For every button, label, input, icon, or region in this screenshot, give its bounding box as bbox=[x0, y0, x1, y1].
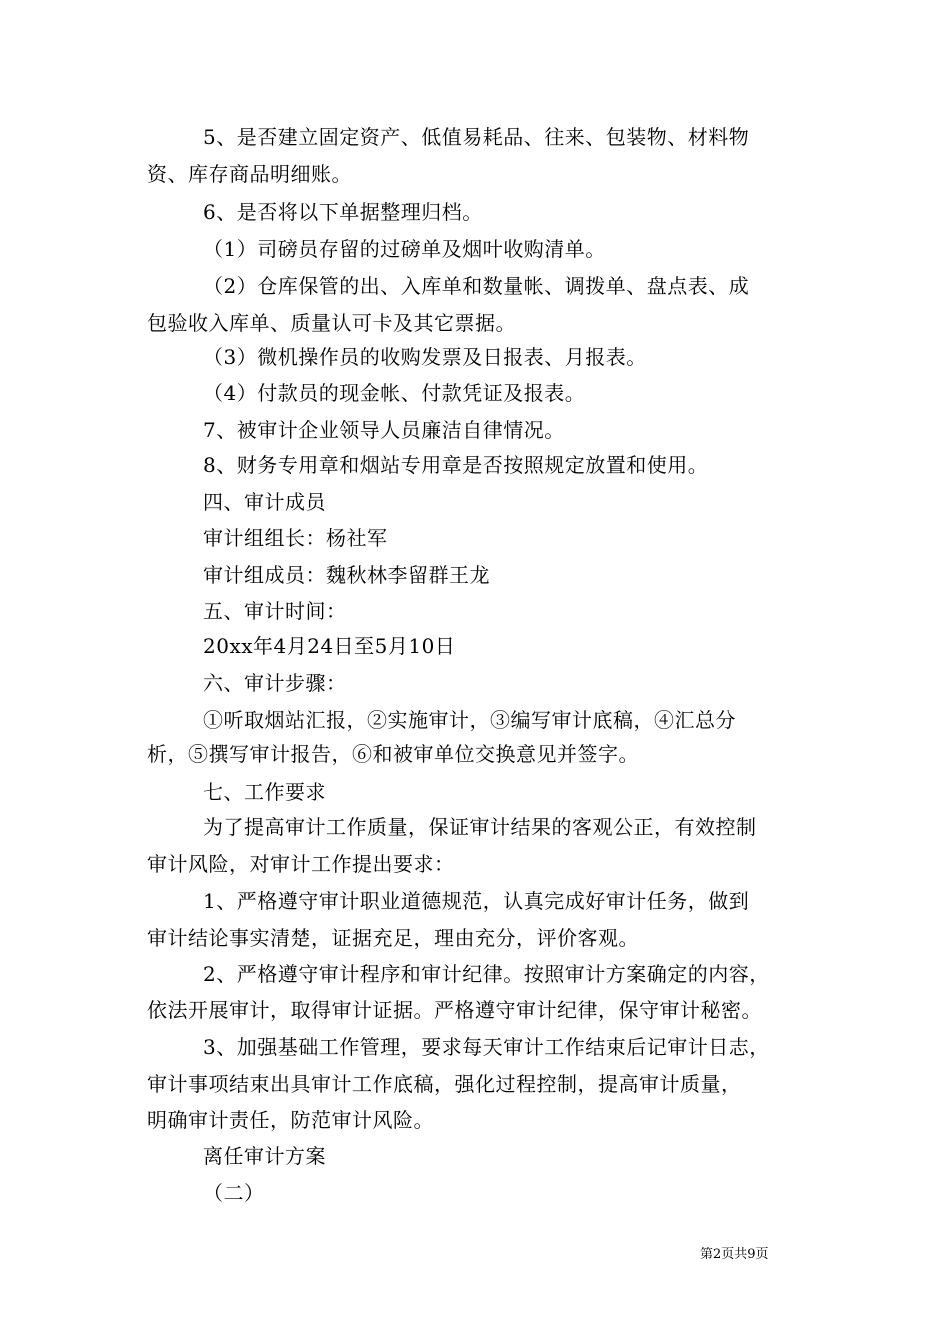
text-line: 8、财务专用章和烟站专用章是否按照规定放置和使用。 bbox=[203, 453, 709, 477]
text-line: 资、库存商品明细账。 bbox=[147, 162, 352, 186]
text-line: （3）微机操作员的收购发票及日报表、月报表。 bbox=[203, 345, 647, 369]
text-line: 审计风险，对审计工作提出要求： bbox=[147, 852, 455, 876]
text-line: （二） bbox=[203, 1181, 265, 1205]
text-line: 3、加强基础工作管理，要求每天审计工作结束后记审计日志， bbox=[203, 1035, 770, 1059]
text-line: ①听取烟站汇报，②实施审计，③编写审计底稿，④汇总分 bbox=[203, 708, 736, 732]
text-line: 2、严格遵守审计程序和审计纪律。按照审计方案确定的内容， bbox=[203, 962, 770, 986]
text-line: 审计事项结束出具审计工作底稿，强化过程控制，提高审计质量， bbox=[147, 1072, 742, 1096]
text-line: 20xx年4月24日至5月10日 bbox=[203, 634, 456, 658]
text-line: 1、严格遵守审计职业道德规范，认真完成好审计任务，做到 bbox=[203, 889, 750, 913]
text-line: 审计组成员：魏秋林李留群王龙 bbox=[203, 563, 490, 587]
text-line: 为了提高审计工作质量，保证审计结果的客观公正，有效控制 bbox=[203, 815, 757, 839]
text-line: 7、被审计企业领导人员廉洁自律情况。 bbox=[203, 418, 565, 442]
text-line: 依法开展审计，取得审计证据。严格遵守审计纪律，保守审计秘密。 bbox=[147, 998, 762, 1022]
text-line: （1）司磅员存留的过磅单及烟叶收购清单。 bbox=[203, 237, 606, 261]
section-heading: 离任审计方案 bbox=[203, 1144, 326, 1168]
text-line: 审计组组长：杨社军 bbox=[203, 526, 388, 550]
section-heading: 六、审计步骤： bbox=[203, 671, 347, 695]
text-line: 包验收入库单、质量认可卡及其它票据。 bbox=[147, 311, 516, 335]
section-heading: 五、审计时间： bbox=[203, 599, 347, 623]
section-heading: 四、审计成员 bbox=[203, 490, 326, 514]
text-line: （4）付款员的现金帐、付款凭证及报表。 bbox=[203, 381, 586, 405]
text-line: （2）仓库保管的出、入库单和数量帐、调拨单、盘点表、成 bbox=[203, 274, 750, 298]
text-line: 析，⑤撰写审计报告，⑥和被审单位交换意见并签字。 bbox=[147, 742, 639, 766]
text-line: 6、是否将以下单据整理归档。 bbox=[203, 200, 483, 224]
text-line: 审计结论事实清楚，证据充足，理由充分，评价客观。 bbox=[147, 926, 639, 950]
section-heading: 七、工作要求 bbox=[203, 780, 326, 804]
text-line: 明确审计责任，防范审计风险。 bbox=[147, 1108, 434, 1132]
text-line: 5、是否建立固定资产、低值易耗品、往来、包装物、材料物 bbox=[203, 125, 750, 149]
page-number-footer: 第2页共9页 bbox=[700, 1247, 769, 1262]
